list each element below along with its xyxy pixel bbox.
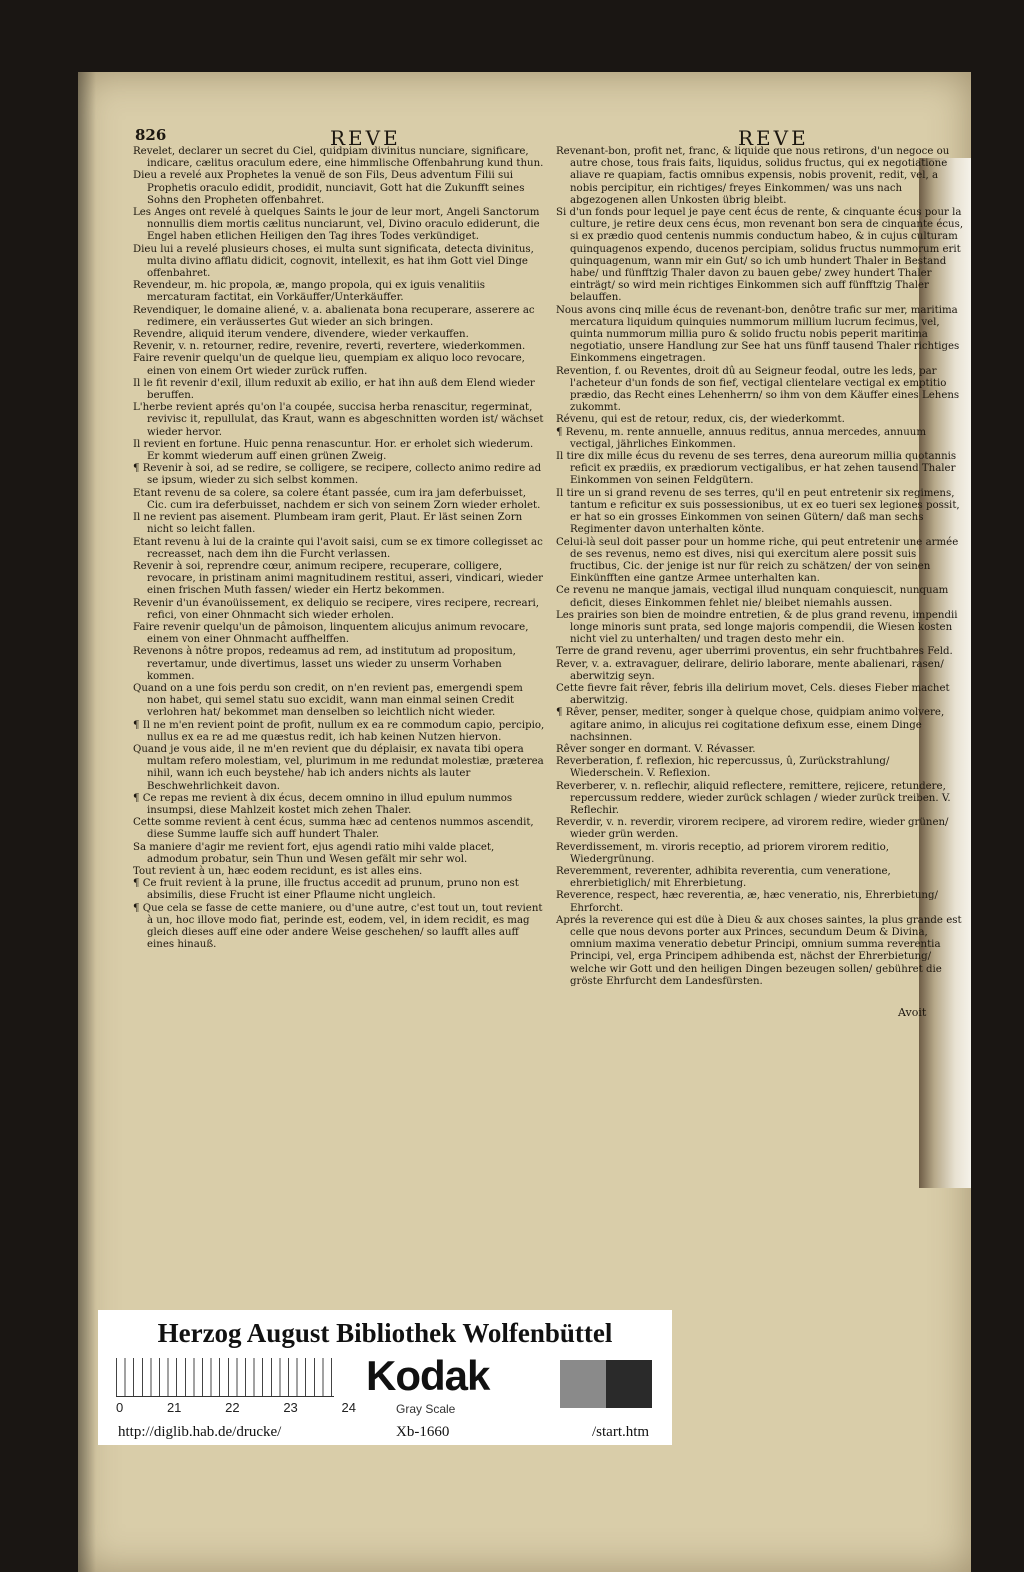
dictionary-entry: Revenir à soi, reprendre cœur, animum recipere, recuperare, colligere, revocare, in pristinam animi magnitudinem restitui, asseri, vindicari, wieder einen frischen Muth fassen/ wieder ein Hertz bekommen. <box>133 560 544 597</box>
dictionary-entry: Quand on a une fois perdu son credit, on n'en revient pas, emergendi spem non habet, qui semel statu suo excidit, wann man einmal seinen Credit verlohren hat/ bekommet man denselben so leichtlich nicht wieder. <box>133 682 523 719</box>
page-gutter-shadow <box>78 72 96 1572</box>
dictionary-entry: Faire revenir quelqu'un de pâmoison, linquentem alicujus animum revocare, einem von einer Ohnmacht auffhelffen. <box>133 621 529 646</box>
dictionary-entry: ¶ Ce fruit revient à la prune, ille fructus accedit ad prunum, pruno non est absimilis, diese Frucht ist einer Pflaume nicht ungleich. <box>133 878 519 902</box>
dictionary-entry: Rêver songer en dormant. V. Révasser. <box>556 743 756 755</box>
right-column <box>556 146 966 988</box>
dictionary-entry: Les prairies son bien de moindre entretien, & de plus grand revenu, impendii longe minoris sunt prata, sed longe majoris compendii, die Wiesen kosten nicht viel zu unterhalten/ und tragen desto mehr ein. <box>556 609 958 646</box>
dictionary-entry: Revenir d'un évanoüissement, ex deliquio se recipere, vires recipere, recreari, refici, von einer Ohnmacht sich wieder erholen. <box>133 597 539 621</box>
dictionary-entry: Il tire un si grand revenu de ses terres, qu'il en peut entretenir six regimens, tantum e reficitur ex suis possessionibus, ut ex eo tueri sex legiones possit, er hat so ein grosses Einkommen von seinen Gütern/ daß man sechs Regimenter davon unterhalten könte. <box>556 487 960 536</box>
dictionary-entry: Reverberation, f. reflexion, hic repercussus, û, Zurückstrahlung/ Wiederschein. V. Reflexion. <box>556 756 890 780</box>
dictionary-entry: Il le fit revenir d'exil, illum reduxit ab exilio, er hat ihn auß dem Elend wieder beruffen. <box>133 377 535 402</box>
dictionary-entry: Faire revenir quelqu'un de quelque lieu, quempiam ex aliquo loco revocare, einen von einem Ort wieder zurück ruffen. <box>133 353 525 377</box>
measurement-scale <box>116 1358 334 1397</box>
scale-number: 23 <box>283 1400 298 1415</box>
dictionary-entry: Révenu, qui est de retour, redux, cis, der wiederkommt. <box>556 414 845 426</box>
dictionary-entry: Etant revenu de sa colere, sa colere étant passée, cum ira jam deferbuisset, Cic. cum ira deferbuisset, nachdem er sich von seinem Zorn wieder erholet. <box>133 487 541 511</box>
page-number: 826 <box>135 126 167 144</box>
dictionary-entry: Les Anges ont revelé à quelques Saints le jour de leur mort, Angeli Sanctorum nonnullis diem mortis cælitus nunciarunt, vel, Divino oraculo ediderunt, die Engel haben etlichen Heiligen den Tag ihres Todes verkündiget. <box>133 207 540 243</box>
dictionary-entry: Reverence, respect, hæc reverentia, æ, hæc veneratio, nis, Ehrerbietung/ Ehrforcht. <box>556 890 938 914</box>
dictionary-entry: Revenir, v. n. retourner, redire, revenire, reverti, revertere, wiederkommen. <box>133 341 526 353</box>
dictionary-entry: Si d'un fonds pour lequel je paye cent écus de rente, & cinquante écus pour la culture, je retire deux cens écus, mon revenant bon sera de cinquante écus, si ex prædio quod centenis nummis conductum habeo, & in cujus culturam quinquagenos expendo, ducenos percipiam, solidus fructus nummorum erit quinquagenum, wann mir ein Gut/ so ich umb hundert Thaler in Bestand habe/ und fünfftzig Thaler davon zu bauen gebe/ zwey hundert Thaler einträgt/ so wird mein richtiges Einkommen sich auff fünfftzig Thaler belauffen. <box>556 207 964 304</box>
dictionary-entry: Ce revenu ne manque jamais, vectigal illud nunquam conquiescit, nunquam deficit, dieses Einkommen fehlet nie/ bleibet niemahls aussen. <box>556 585 949 609</box>
dictionary-entry: Reveremment, reverenter, adhibita reverentia, cum veneratione, ehrerbietiglich/ mit Ehrerbietung. <box>556 865 891 890</box>
dictionary-entry: Cette somme revient à cent écus, summa hæc ad centenos nummos ascendit, diese Summe lauffe sich auff hundert Thaler. <box>133 817 534 841</box>
running-head-left: REVE <box>330 126 401 150</box>
dictionary-entry: Nous avons cinq mille écus de revenant-bon, denôtre trafic sur mer, maritima mercatura liquidum quinquies nummorum millium lucrum fecimus, vel, quinta nummorum millia puro & solido fructu nobis peperit maritima negotiatio, unsere Handlung zur See hat uns fünff tausend Thaler richtiges Einkommens eingetragen. <box>556 304 960 365</box>
dictionary-entry: ¶ Rêver, penser, mediter, songer à quelque chose, quidpiam animo volvere, agitare animo, in alicujus rei cogitatione defixum esse, einem Dinge nachsinnen. <box>556 707 945 743</box>
scale-numbers <box>116 1400 356 1415</box>
dictionary-entry: Il tire dix mille écus du revenu de ses terres, dena aureorum millia quotannis reficit ex prædiis, ex prædiorum vectigalibus, er hat zehen tausend Thaler Einkommen von seinen Feldgütern. <box>556 451 957 487</box>
dictionary-entry: Dieu a revelé aux Prophetes la venuë de son Fils, Deus adventum Filii sui Prophetis oraculo edidit, prodidit, nunciavit, Gott hat die Zukunfft seines Sohns den Propheten offenbahret. <box>133 170 525 206</box>
url-base: http://diglib.hab.de/drucke/ <box>118 1424 282 1440</box>
scale-number: 24 <box>341 1400 356 1415</box>
dictionary-entry: ¶ Ce repas me revient à dix écus, decem omnino in illud epulum nummos insumpsi, diese Mahlzeit kostet mich zehen Thaler. <box>133 792 513 816</box>
dictionary-entry: Tout revient à un, hæc eodem recidunt, es ist alles eins. <box>133 865 423 877</box>
dictionary-entry: Revendeur, m. hic propola, æ, mango propola, qui ex iguis venalitiis mercaturam factitat, ein Vorkäuffer/Unterkäuffer. <box>133 280 485 304</box>
dictionary-entry: Rever, v. a. extravaguer, delirare, delirio laborare, mente abalienari, rasen/ aberwitzig seyn. <box>556 658 944 682</box>
dictionary-entry: Reverberer, v. n. reflechir, aliquid reflectere, remittere, rejicere, retundere, repercussum reddere, wieder zurück schlagen / wieder zurück treiben. V. Reflechir. <box>556 780 951 816</box>
dictionary-entry: Il revient en fortune. Huic penna renascuntur. Hor. er erholet sich wiederum. Er kommt wiederum auff einen grünen Zweig. <box>133 438 534 463</box>
left-column <box>133 146 545 951</box>
dictionary-entry: Quand je vous aide, il ne m'en revient que du déplaisir, ex navata tibi opera multam refero molestiam, vel, plurimum in me redundat molestiæ, præterea nihil, wann ich euch beystehe/ hab ich anders nichts als lauter Beschwehrlichkeit davon. <box>133 743 544 792</box>
shelfmark: Xb-1660 <box>396 1424 450 1440</box>
dictionary-entry: ¶ Revenir à soi, ad se redire, se colligere, se recipere, collecto animo redire ad se ipsum, wieder zu sich selbst kommen. <box>133 463 542 487</box>
catchword: Avoit <box>898 1006 927 1019</box>
dictionary-entry: ¶ Il ne m'en revient point de profit, nullum ex ea re commodum capio, percipio, nullus ex ea re ad me quæstus redit, ich hab keinen Nutzen hiervon. <box>133 719 545 743</box>
dictionary-entry: Cette fievre fait rêver, febris illa delirium movet, Cels. dieses Fieber machet aberwitzig. <box>556 682 950 707</box>
dictionary-entry: Sa maniere d'agir me revient fort, ejus agendi ratio mihi valde placet, admodum probatur, sein Thun und Wesen gefält mir sehr wol. <box>133 841 495 865</box>
dictionary-entry: Revention, f. ou Reventes, droit dû au Seigneur feodal, outre les leds, par l'acheteur d'un fonds de son fief, vectigal clientelare vectigal ex emptitio prædio, das Recht eines Lehenherrn/ so ihm von dem Käuffer eines Lehens zukommt. <box>556 365 960 414</box>
url-suffix: /start.htm <box>592 1424 650 1440</box>
dictionary-entry: Reverdir, v. n. reverdir, virorem recipere, ad virorem redire, wieder grünen/ wieder grün werden. <box>556 817 949 841</box>
scale-number: 22 <box>225 1400 240 1415</box>
library-name: Herzog August Bibliothek Wolfenbüttel <box>157 1318 613 1348</box>
scale-number: 0 <box>116 1400 124 1415</box>
dictionary-entry: Dieu lui a revelé plusieurs choses, ei multa sunt significata, detecta divinitus, multa divino afflatu didicit, cognovit, intellexit, es hat ihm Gott viel Dinge offenbahret. <box>133 243 534 280</box>
dictionary-entry: Terre de grand revenu, ager uberrimi proventus, ein sehr fruchtbahres Feld. <box>556 646 953 658</box>
dictionary-entry: Reverdissement, m. viroris receptio, ad priorem virorem reditio, Wiedergrünung. <box>556 841 889 865</box>
kodak-logo: Kodak <box>366 1352 490 1399</box>
library-label-card <box>98 1310 672 1445</box>
dictionary-entry: Revendre, aliquid iterum vendere, divendere, wieder verkauffen. <box>133 329 469 341</box>
running-head-right: REVE <box>738 126 809 150</box>
dictionary-entry: Aprés la reverence qui est düe à Dieu & aux choses saintes, la plus grande est celle que nous devons porter aux Princes, secundum Deum & Divina, omnium maxima veneratio debetur Principi, omnium summa reverentia Principi, vel, erga Principem adhibenda est, nächst der Ehrerbietung/ welche wir Gott und den heiligen Dingen bezeugen sollen/ gebühret die gröste Ehrfurcht dem Landesfürsten. <box>556 914 962 987</box>
dictionary-entry: Revenons à nôtre propos, redeamus ad rem, ad institutum ad propositum, revertamur, unde divertimus, lasset uns wieder zu unserm Vorhaben kommen. <box>133 646 516 682</box>
dictionary-entry: L'herbe revient aprés qu'on l'a coupée, succisa herba renascitur, regerminat, revivisc it, repullulat, das Kraut, wann es abgeschnitten worden ist/ wächset wieder hervor. <box>133 402 544 438</box>
dictionary-entry: Revenant-bon, profit net, franc, & liquide que nous retirons, d'un negoce ou autre chose, tous frais faits, liquidus, solidus fructus, qui ex negotiatione aliave re quapiam, factis omnibus expensis, nobis provenit, redit, vel, a nobis percipitur, ein richtiges/ freyes Einkommen/ was uns nach abgezogenen allen Unkosten übrig bleibt. <box>556 146 950 206</box>
dictionary-entry: Revelet, declarer un secret du Ciel, quidpiam divinitus nunciare, significare, indicare, cælitus oraculum edere, eine himmlische Offenbahrung kund thun. <box>133 146 544 170</box>
dictionary-entry: ¶ Que cela se fasse de cette maniere, ou d'une autre, c'est tout un, tout revient à un, hoc illove modo fiat, perinde est, eodem, vel, in idem recidit, es mag gleich dieses auff eine oder andere Weise geschehen/ so laufft alles auff eines hinauß. <box>133 902 543 951</box>
dark-patch <box>606 1360 652 1408</box>
dictionary-entry: Celui-là seul doit passer pour un homme riche, qui peut entretenir une armée de ses revenus, nemo est dives, nisi qui exercitum alere possit suis fructibus, Cic. der jenige ist nur für reich zu schätzen/ der von seinen Einkünfften eine gantze Armee unterhalten kan. <box>556 536 959 585</box>
dictionary-entry: ¶ Revenu, m. rente annuelle, annuus reditus, annua mercedes, annuum vectigal, jährliches Einkommen. <box>556 426 926 450</box>
dictionary-entry: Revendiquer, le domaine aliené, v. a. abalienata bona recuperare, asserere ac redimere, ein veräussertes Gut wieder an sich bringen. <box>133 304 535 328</box>
scale-number: 21 <box>166 1400 182 1415</box>
dictionary-entry: Etant revenu à lui de la crainte qui l'avoit saisi, cum se ex timore collegisset ac recreasset, nach dem ihn die Furcht verlassen. <box>133 536 543 560</box>
gray-patch <box>560 1360 606 1408</box>
gray-scale-label: Gray Scale <box>396 1402 456 1416</box>
dictionary-entry: Il ne revient pas aisement. Plumbeam iram gerit, Plaut. Er läst seinen Zorn nicht so leicht fallen. <box>133 512 523 536</box>
